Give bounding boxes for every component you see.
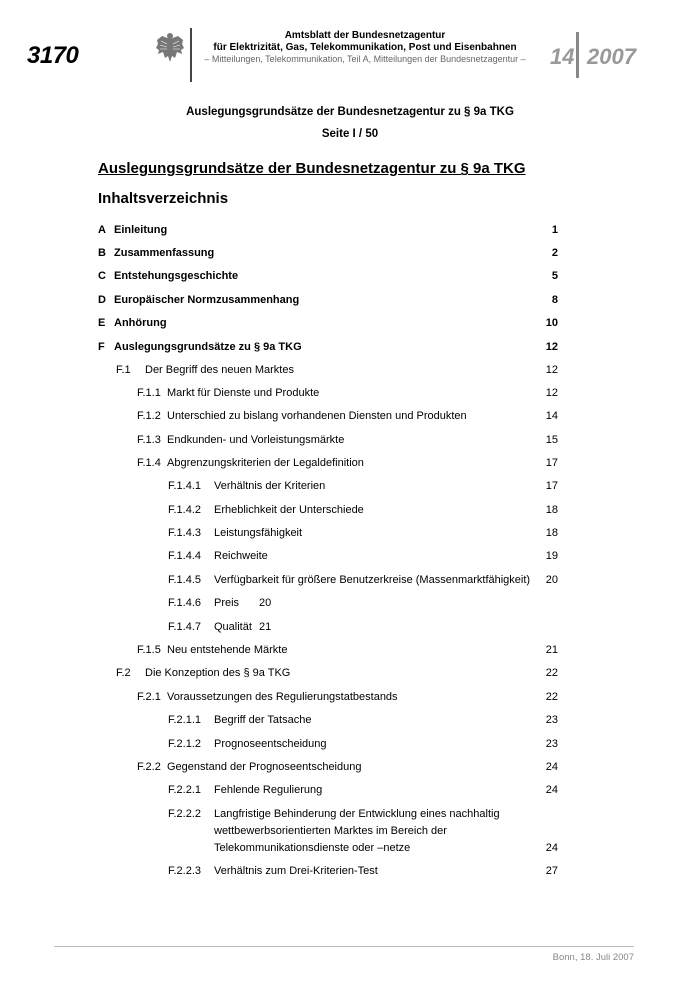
toc-number: F.1.1 xyxy=(137,387,161,399)
header-line-2: für Elektrizität, Gas, Telekommunikation, Post und Eisenbahnen xyxy=(213,42,517,53)
toc-text: Preis xyxy=(214,597,240,609)
toc-number: F.1.4.7 xyxy=(168,621,202,633)
header-line-3: – Mitteilungen, Telekommunikation, Teil A, Mitteilungen der Bundesnetzagentur – xyxy=(204,54,526,64)
toc-number: F.2.1.2 xyxy=(168,738,202,750)
toc-text: Verhältnis der Kriterien xyxy=(214,480,326,492)
toc-text: Fehlende Regulierung xyxy=(214,784,323,796)
toc-number: B xyxy=(98,247,106,259)
toc-page: 24 xyxy=(545,842,558,854)
subheader-page: Seite I / 50 xyxy=(321,128,379,140)
toc-page: 1 xyxy=(551,224,558,236)
toc-text: Markt für Dienste und Produkte xyxy=(167,387,320,399)
toc-page: 18 xyxy=(545,527,558,539)
header-title xyxy=(200,30,530,54)
toc-number: F.1.3 xyxy=(137,434,161,446)
toc-page: 10 xyxy=(545,317,558,329)
toc-number: F.1.4.6 xyxy=(168,597,202,609)
toc-number: F xyxy=(98,341,105,353)
header-line-1: Amtsblatt der Bundesnetzagentur xyxy=(284,30,446,41)
toc-page: 2 xyxy=(551,247,558,259)
toc-number: C xyxy=(98,270,106,282)
toc-page: 12 xyxy=(545,387,558,399)
toc-page: 12 xyxy=(545,364,558,376)
toc-number: F.1.5 xyxy=(137,644,161,656)
toc-text: Neu entstehende Märkte xyxy=(167,644,288,656)
toc-page: 24 xyxy=(545,784,558,796)
toc-text: Entstehungsgeschichte xyxy=(114,270,239,282)
toc-text: Die Konzeption des § 9a TKG xyxy=(145,667,291,679)
toc-text: Der Begriff des neuen Marktes xyxy=(145,364,294,376)
toc-text: Erheblichkeit der Unterschiede xyxy=(214,504,364,516)
toc-number: F.1 xyxy=(116,364,131,376)
toc-page: 20 xyxy=(259,597,272,609)
toc-page: 8 xyxy=(551,294,558,306)
toc-text: Begriff der Tatsache xyxy=(214,714,312,726)
footer-divider xyxy=(54,946,634,947)
toc-text: Leistungsfähigkeit xyxy=(214,527,303,539)
toc-number: F.2.2.1 xyxy=(168,784,202,796)
toc-number: A xyxy=(98,224,106,236)
toc-text: Prognoseentscheidung xyxy=(214,738,327,750)
toc-number: F.2.1 xyxy=(137,691,161,703)
toc-text-line-2: wettbewerbsorientierten Marktes im Bereich der xyxy=(214,825,447,837)
subheader-title: Auslegungsgrundsätze der Bundesnetzagentur zu § 9a TKG xyxy=(186,106,514,118)
federal-eagle-icon xyxy=(155,30,185,64)
toc-text-line-3: Telekommunikationsdienste oder –netze xyxy=(214,842,411,854)
toc-text: Anhörung xyxy=(114,317,167,329)
toc-page: 27 xyxy=(545,865,558,877)
toc-page: 5 xyxy=(551,270,558,282)
toc-number: D xyxy=(98,294,106,306)
toc-number: F.1.2 xyxy=(137,410,161,422)
toc-number: F.1.4.3 xyxy=(168,527,202,539)
toc-text: Einleitung xyxy=(114,224,168,236)
issue-year: 2007 xyxy=(587,44,636,69)
toc-number: F.2.2.2 xyxy=(168,808,202,820)
page-number: 3170 xyxy=(27,42,79,69)
toc-page: 18 xyxy=(545,504,558,516)
toc-text: Langfristige Behinderung der Entwicklung eines nachhaltig xyxy=(214,808,500,820)
toc-page: 23 xyxy=(545,714,558,726)
toc-text: Verfügbarkeit für größere Benutzerkreise (Massenmarktfähigkeit) xyxy=(214,574,531,586)
toc-text: Auslegungsgrundsätze zu § 9a TKG xyxy=(114,341,302,353)
toc-text: Unterschied zu bislang vorhandenen Diensten und Produkten xyxy=(167,410,467,422)
toc-text: Endkunden- und Vorleistungsmärkte xyxy=(167,434,345,446)
toc-text: Abgrenzungskriterien der Legaldefinition xyxy=(167,457,364,469)
toc-text: Zusammenfassung xyxy=(114,247,215,259)
document-title: Auslegungsgrundsätze der Bundesnetzagentur zu § 9a TKG xyxy=(98,160,526,177)
toc-text: Europäischer Normzusammenhang xyxy=(114,294,300,306)
toc-page: 22 xyxy=(545,667,558,679)
toc-page: 24 xyxy=(545,761,558,773)
toc-text: Gegenstand der Prognoseentscheidung xyxy=(167,761,362,773)
toc-page: 17 xyxy=(545,480,558,492)
issue-number: 14 xyxy=(550,44,575,69)
toc-text: Reichweite xyxy=(214,550,268,562)
toc-number: F.1.4.5 xyxy=(168,574,202,586)
toc-page: 23 xyxy=(545,738,558,750)
footer-date: Bonn, 18. Juli 2007 xyxy=(552,952,634,963)
toc-page: 21 xyxy=(259,621,272,633)
toc-number: F.2 xyxy=(116,667,131,679)
toc-page: 12 xyxy=(545,341,558,353)
toc-entry[interactable] xyxy=(168,807,558,855)
toc-text: Verhältnis zum Drei-Kriterien-Test xyxy=(214,865,378,877)
toc-heading: Inhaltsverzeichnis xyxy=(98,190,229,207)
toc-page: 21 xyxy=(545,644,558,656)
toc-number: F.1.4.4 xyxy=(168,550,202,562)
issue-divider xyxy=(576,32,579,78)
toc-text: Qualität xyxy=(214,621,252,633)
toc-number: F.2.1.1 xyxy=(168,714,202,726)
toc-number: F.2.2.3 xyxy=(168,865,202,877)
toc-page: 14 xyxy=(545,410,558,422)
toc-text: Voraussetzungen des Regulierungstatbestands xyxy=(167,691,398,703)
header-divider xyxy=(190,28,192,82)
toc-number: F.1.4.2 xyxy=(168,504,202,516)
toc-number: F.1.4.1 xyxy=(168,480,202,492)
toc-number: E xyxy=(98,317,106,329)
toc-number: F.1.4 xyxy=(137,457,161,469)
toc-page: 17 xyxy=(545,457,558,469)
toc-page: 15 xyxy=(545,434,558,446)
toc-page: 19 xyxy=(545,550,558,562)
toc-page: 20 xyxy=(545,574,558,586)
toc-page: 22 xyxy=(545,691,558,703)
toc-number: F.2.2 xyxy=(137,761,161,773)
